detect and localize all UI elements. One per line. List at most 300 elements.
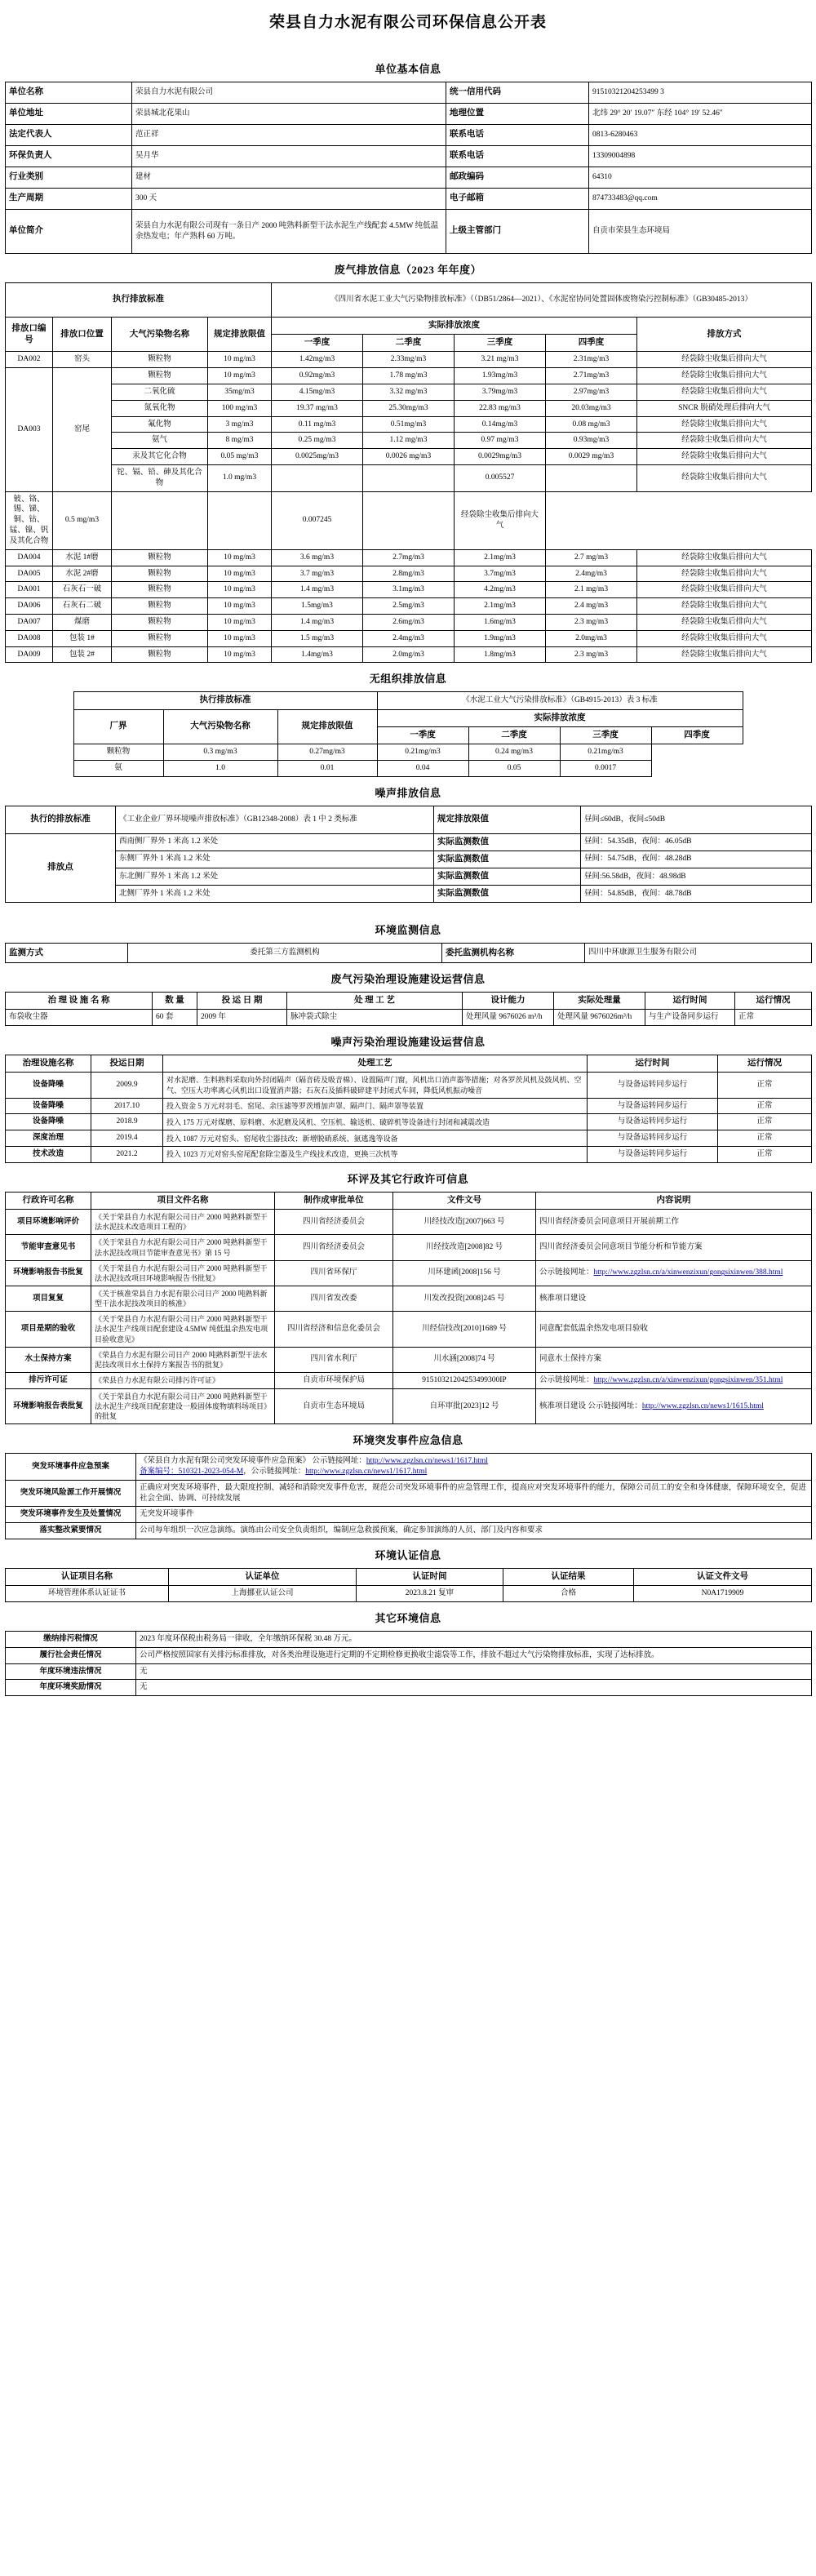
cell-outlet-no: DA008: [6, 630, 53, 646]
cell-q4-value: 2.3 mg/m3: [546, 646, 637, 663]
header-noise-facility-1: 投运日期: [91, 1055, 163, 1073]
cell-emission-limit: 10 mg/m3: [208, 368, 272, 384]
cell-q3-value: 3.79mg/m3: [455, 384, 546, 400]
cell-eia-desc: 四川省经济委员会同意项目开展前期工作: [536, 1210, 812, 1235]
cell-emission-method: 经袋除尘收集后排向大气: [637, 598, 812, 615]
cell-outlet-position: 水泥 1#磨: [53, 549, 112, 566]
header-gas-facility-2: 投 运 日 期: [197, 993, 287, 1010]
table-row: [6, 384, 812, 400]
header-gas-facility-6: 运行时间: [645, 993, 735, 1010]
header-unorg-q3: 三季度: [560, 726, 651, 744]
cell-q2-value: 1.78 mg/m3: [363, 368, 455, 384]
section-title-gas-facility: 废气污染治理设施建设运营信息: [330, 973, 486, 986]
header-actual-concentration: 实际排放浓度: [272, 318, 637, 335]
table-row: [6, 1454, 812, 1481]
cell-q3-value: 2.1mg/m3: [455, 598, 546, 615]
cell-noise-measured: 昼间：54.35dB，夜间：46.05dB: [581, 833, 812, 851]
cell-eia-no: 川经信技改[2010]1689 号: [393, 1312, 536, 1347]
section-title-certification: 环境认证信息: [375, 1549, 441, 1562]
label-other-item: 履行社会责任情况: [6, 1647, 136, 1663]
header-outlet-no: 排放口编号: [6, 318, 53, 352]
table-header-row: [6, 1192, 812, 1209]
label-industry: 行业类别: [6, 167, 132, 189]
cell-eia-name: 节能审查意见书: [6, 1235, 91, 1260]
cell-unorg-q2: 0.21mg/m3: [377, 744, 468, 760]
cell-q3-value: 0.007245: [272, 491, 363, 549]
unorganized-table: [73, 691, 743, 776]
label-parent-dept: 上级主管部门: [446, 210, 589, 254]
table-row: [6, 1235, 812, 1260]
table-row: [6, 868, 812, 885]
cell-nf-date: 2017.10: [91, 1098, 163, 1114]
table-row: [73, 744, 743, 760]
cell-eia-no: 川发改投资[2008]245 号: [393, 1286, 536, 1311]
value-other-item: 无: [136, 1663, 812, 1680]
monitoring-table: [5, 943, 812, 963]
cell-emission-method: 经袋除尘收集后排向大气: [637, 433, 812, 449]
cell-emission-limit: 1.0 mg/m3: [208, 465, 272, 492]
cell-emission-method: 经袋除尘收集后排向大气: [637, 352, 812, 368]
cell-nf-date: 2021.2: [91, 1147, 163, 1163]
cell-facility-design: 处理风量 9676026 m³/h: [463, 1010, 554, 1026]
value-noise-limit: 昼间≤60dB，夜间≤50dB: [581, 806, 812, 833]
header-eia-1: 项目文件名称: [91, 1192, 275, 1209]
cell-emission-method: 经袋除尘收集后排向大气: [637, 646, 812, 663]
cell-eia-file: 《关于荣县自力水泥有限公司日产 2000 吨熟料新型干法水泥生产线项目配套建设 4.5MW 纯低温余热发电项目验收意见》: [91, 1312, 275, 1347]
value-emergency-item: 公司每年组织一次应急演练。演练由公司安全负责组织，编制应急救援预案，确定参加演练的人员、部门及内容和要求: [136, 1523, 812, 1539]
header-eia-0: 行政许可名称: [6, 1192, 91, 1209]
cell-nf-status: 正常: [718, 1114, 812, 1130]
cell-nf-status: 正常: [718, 1147, 812, 1163]
cell-emission-limit: 10 mg/m3: [208, 614, 272, 630]
cell-q4-value: 2.0mg/m3: [546, 630, 637, 646]
table-row: [6, 1680, 812, 1696]
table-row: [6, 433, 812, 449]
value-production-cycle: 300 天: [132, 189, 446, 210]
cell-eia-org: 四川省经济委员会: [275, 1210, 393, 1235]
other-info-table: [5, 1631, 812, 1696]
cell-q4-value: 2.97mg/m3: [546, 384, 637, 400]
cell-eia-file: 《关于荣县自力水泥有限公司日产 2000 吨熟料新型干法水泥技改项目节能审查意见书》第 15 号: [91, 1235, 275, 1260]
external-link[interactable]: http://www.zgzlsn.cn/a/xinwenzixun/gongsixinwen/388.html: [593, 1268, 783, 1277]
value-credit-code: 91510321204253499 3: [589, 82, 812, 104]
label-env-manager: 环保负责人: [6, 146, 132, 167]
eia-table: [5, 1192, 812, 1424]
cell-nf-name: 技术改造: [6, 1147, 91, 1163]
cell-q1-value: 3.7 mg/m3: [272, 566, 363, 582]
cell-eia-file: 《荣县自力水泥有限公司排污许可证》: [91, 1372, 275, 1388]
cell-eia-org: 四川省经济和信息化委员会: [275, 1312, 393, 1347]
cell-eia-org: 四川省水利厅: [275, 1347, 393, 1372]
cell-q1-value: 1.4 mg/m3: [272, 614, 363, 630]
table-row: [6, 566, 812, 582]
cell-outlet-position: 煤磨: [53, 614, 112, 630]
cell-emission-limit: 10 mg/m3: [208, 582, 272, 598]
table-row: [6, 1114, 812, 1130]
value-other-item: 公司严格按照国家有关排污标准排放，对各类治理设施进行定期的不定期检修更换收尘滤袋等工作，排放不超过大气污染物排放标准，实现了达标排放。: [136, 1647, 812, 1663]
cell-q1-value: 3.6 mg/m3: [272, 549, 363, 566]
label-monitoring-org: 委托监测机构名称: [442, 944, 585, 963]
table-row: [6, 283, 812, 318]
header-noise-facility-4: 运行情况: [718, 1055, 812, 1073]
label-noise-measured: 实际监测数值: [434, 868, 581, 885]
cell-noise-point: 西南侧厂界外 1 米高 1.2 米处: [116, 833, 434, 851]
cell-pollutant-name: 汞及其它化合物: [112, 449, 208, 465]
emergency-table: [5, 1453, 812, 1539]
header-unorg-q1: 一季度: [377, 726, 468, 744]
header-q1: 一季度: [272, 335, 363, 352]
header-q3: 三季度: [455, 335, 546, 352]
cell-pollutant-name: 颗粒物: [112, 646, 208, 663]
value-noise-standard: 《工业企业厂界环境噪声排放标准》（GB12348-2008）表 1 中 2 类标准: [116, 806, 434, 833]
cell-q3-value: 4.2mg/m3: [455, 582, 546, 598]
value-phone-1: 0813-6280463: [589, 125, 812, 146]
table-row: [6, 1632, 812, 1648]
cell-nf-process: 投入 1087 万元对窑头、窑尾收尘器技改；新增脱硝系统、氨逃逸等设备: [163, 1130, 588, 1147]
cell-q3-value: 0.0029mg/m3: [455, 449, 546, 465]
section-title-monitoring: 环境监测信息: [375, 924, 441, 937]
value-company-name: 荣县自力水泥有限公司: [132, 82, 446, 104]
cell-q4-value: 2.4mg/m3: [546, 566, 637, 582]
cell-q1-value: 1.5mg/m3: [272, 598, 363, 615]
value-emergency-item: 无突发环境事件: [136, 1507, 812, 1523]
label-monitoring-method: 监测方式: [6, 944, 128, 963]
noise-facility-table: [5, 1055, 812, 1163]
cell-outlet-position: 石灰石一破: [53, 582, 112, 598]
cell-eia-no: 川水涵[2008]74 号: [393, 1347, 536, 1372]
cell-q2-value: [208, 491, 272, 549]
table-row: [6, 82, 812, 104]
cell-emission-method: 经袋除尘收集后排向大气: [455, 491, 546, 549]
value-emission-standard: 《四川省水泥工业大气污染物排放标准》（（DB51/2864—2021）、《水泥窑协同处置固体废物染污控制标准》（GB30485-2013）: [272, 283, 812, 318]
table-row: [6, 1286, 812, 1311]
table-row: [6, 851, 812, 868]
cell-pollutant-name: 氮氧化物: [112, 400, 208, 416]
table-row: [6, 1523, 812, 1539]
cell-pollutant-name: 颗粒物: [112, 598, 208, 615]
header-eia-3: 文件文号: [393, 1192, 536, 1209]
cell-eia-no: 91510321204253499300IP: [393, 1372, 536, 1388]
value-company-intro: 荣县自力水泥有限公司现有一条日产 2000 吨熟料新型干法水泥生产线配套 4.5MW 纯低温余热发电；年产熟料 60 万吨。: [132, 210, 446, 254]
value-env-manager: 吴月华: [132, 146, 446, 167]
value-monitoring-method: 委托第三方监测机构: [128, 944, 442, 963]
cell-nf-name: 设备降噪: [6, 1114, 91, 1130]
cell-q4-value: [363, 491, 455, 549]
cell-facility-name: 布袋收尘器: [6, 1010, 153, 1026]
cell-eia-name: 环境影响报告书批复: [6, 1260, 91, 1286]
cell-q2-value: 2.8mg/m3: [363, 566, 455, 582]
value-other-item: 无: [136, 1680, 812, 1696]
cell-unorg-q4: 0.21mg/m3: [560, 744, 651, 760]
label-other-item: 年度环境违法情况: [6, 1663, 136, 1680]
header-gas-facility-5: 实际处理量: [554, 993, 645, 1010]
cell-unorg-q2: 0.04: [377, 760, 468, 776]
header-gas-facility-1: 数 量: [153, 993, 197, 1010]
table-row: [6, 1073, 812, 1098]
cell-q1-value: 19.37 mg/m3: [272, 400, 363, 416]
cell-q4-value: 2.71mg/m3: [546, 368, 637, 384]
cell-pollutant-name: 颗粒物: [112, 582, 208, 598]
header-unorg-actual: 实际排放浓度: [377, 709, 743, 726]
cell-q4-value: 2.3 mg/m3: [546, 614, 637, 630]
cell-nf-name: 设备降噪: [6, 1073, 91, 1098]
value-other-item: 2023 年度环保税由税务局一律收，全年缴纳环保税 30.48 万元。: [136, 1632, 812, 1648]
cell-emission-method: 经袋除尘收集后排向大气: [637, 614, 812, 630]
label-emergency-item: 突发环境事件应急预案: [6, 1454, 136, 1481]
cell-q3-value: 1.6mg/m3: [455, 614, 546, 630]
cell-q3-value: 1.93mg/m3: [455, 368, 546, 384]
cell-q3-value: 3.21 mg/m3: [455, 352, 546, 368]
section-title-eia: 环评及其它行政许可信息: [347, 1172, 469, 1185]
value-address: 荣县城北花果山: [132, 104, 446, 125]
cell-nf-time: 与设备运转同步运行: [588, 1147, 718, 1163]
cell-q4-value: 2.7 mg/m3: [546, 549, 637, 566]
cell-eia-file: 《关于荣县自力水泥有限公司日产 2000 吨熟料新型干法水泥生产线项目配套建设一般固体废物填料场项目》的批复: [91, 1388, 275, 1423]
table-row: [6, 1147, 812, 1163]
cell-q2-value: 2.6mg/m3: [363, 614, 455, 630]
table-row: [6, 210, 812, 254]
value-monitoring-org: 四川中环康源卫生服务有限公司: [585, 944, 812, 963]
value-postcode: 64310: [589, 167, 812, 189]
cell-emission-method: 经袋除尘收集后排向大气: [637, 582, 812, 598]
cell-q1-value: 0.92mg/m3: [272, 368, 363, 384]
cell-emission-limit: 0.5 mg/m3: [53, 491, 112, 549]
value-email: 874733483@qq.com: [589, 189, 812, 210]
cell-noise-measured: 昼间:56.58dB，夜间：48.98dB: [581, 868, 812, 885]
table-row: [6, 806, 812, 833]
table-header-row: [6, 993, 812, 1010]
cell-eia-org: 四川省经济委员会: [275, 1235, 393, 1260]
table-row: [6, 1372, 812, 1388]
header-q4: 四季度: [546, 335, 637, 352]
cell-nf-name: 深度治理: [6, 1130, 91, 1147]
label-noise-measured: 实际监测数值: [434, 886, 581, 903]
label-other-item: 缴纳排污税情况: [6, 1632, 136, 1648]
value-geo-location: 北纬 29° 20′ 19.07″ 东经 104° 19′ 52.46″: [589, 104, 812, 125]
table-row: [6, 318, 812, 335]
table-row: [6, 416, 812, 433]
cell-emission-method: 经袋除尘收集后排向大气: [637, 465, 812, 492]
header-q2: 二季度: [363, 335, 455, 352]
page-title: 荣县自力水泥有限公司环保信息公开表: [268, 14, 547, 31]
table-header-row: [6, 1055, 812, 1073]
header-cert-4: 认证文件文号: [634, 1569, 812, 1586]
external-link[interactable]: http://www.zgzlsn.cn/news1/1617.html: [305, 1467, 428, 1476]
cell-nf-date: 2018.9: [91, 1114, 163, 1130]
cell-cert-result: 合格: [503, 1586, 634, 1602]
cell-emission-limit: 100 mg/m3: [208, 400, 272, 416]
cell-q1-value: 4.15mg/m3: [272, 384, 363, 400]
table-row: [6, 1647, 812, 1663]
cell-pollutant-name: 氟化物: [112, 416, 208, 433]
cell-cert-org: 上海挪亚认证公司: [169, 1586, 357, 1602]
cell-q2-value: 2.5mg/m3: [363, 598, 455, 615]
header-gas-facility-7: 运行情况: [735, 993, 812, 1010]
header-gas-facility-3: 处 理 工 艺: [287, 993, 463, 1010]
header-cert-1: 认证单位: [169, 1569, 357, 1586]
cell-cert-no: N0A1719909: [634, 1586, 812, 1602]
cell-facility-status: 正常: [735, 1010, 812, 1026]
header-emission-limit: 规定排放限值: [208, 318, 272, 352]
cell-eia-file: 《关于荣县自力水泥有限公司日产 2000 吨熟料新型干法水泥技改项目环境影响报告书批复》: [91, 1260, 275, 1286]
header-noise-facility-2: 处理工艺: [163, 1055, 588, 1073]
table-header-row: [6, 1569, 812, 1586]
cell-emission-limit: 0.05 mg/m3: [208, 449, 272, 465]
table-row: [73, 709, 743, 726]
cell-outlet-no: DA003: [6, 368, 53, 492]
label-emergency-item: 突发环境风险源工作开展情况: [6, 1480, 136, 1507]
header-noise-facility-3: 运行时间: [588, 1055, 718, 1073]
table-row: [6, 125, 812, 146]
label-company-name: 单位名称: [6, 82, 132, 104]
cell-emission-limit: 8 mg/m3: [208, 433, 272, 449]
header-pollutant-name: 大气污染物名称: [112, 318, 208, 352]
label-emergency-item: 落实整改紧要情况: [6, 1523, 136, 1539]
cell-eia-no: 川环建函[2008]156 号: [393, 1260, 536, 1286]
external-link[interactable]: http://www.zgzlsn.cn/a/xinwenzixun/gongsixinwen/351.html: [593, 1375, 783, 1384]
header-gas-facility-4: 设计能力: [463, 993, 554, 1010]
table-row: [6, 1260, 812, 1286]
table-row: [6, 833, 812, 851]
cell-emission-method: 经袋除尘收集后排向大气: [637, 566, 812, 582]
cell-emission-method: 经袋除尘收集后排向大气: [637, 449, 812, 465]
cell-eia-name: 环境影响报告表批复: [6, 1388, 91, 1423]
cell-q4-value: 0.08 mg/m3: [546, 416, 637, 433]
value-phone-2: 13309004898: [589, 146, 812, 167]
header-unorg-q4: 四季度: [651, 726, 743, 744]
cell-unorg-q1: 0.27mg/m3: [277, 744, 377, 760]
header-cert-3: 认证结果: [503, 1569, 634, 1586]
cell-outlet-position: 包装 2#: [53, 646, 112, 663]
cell-nf-time: 与设备运转同步运行: [588, 1073, 718, 1098]
cell-nf-time: 与设备运转同步运行: [588, 1130, 718, 1147]
external-link[interactable]: http://www.zgzlsn.cn/news1/1617.html 备案编号：510321-2023-054-M: [140, 1457, 488, 1476]
cell-unorg-pollutant: 氨: [73, 760, 163, 776]
cell-outlet-position: 石灰石二破: [53, 598, 112, 615]
cell-outlet-no: DA009: [6, 646, 53, 663]
cell-nf-status: 正常: [718, 1130, 812, 1147]
header-unorg-q2: 二季度: [468, 726, 560, 744]
cell-eia-org: 自贡市生态环境局: [275, 1388, 393, 1423]
cell-noise-point: 北侧厂界外 1 米高 1.2 米处: [116, 886, 434, 903]
certification-table: [5, 1568, 812, 1602]
cell-outlet-no: DA007: [6, 614, 53, 630]
table-row: [6, 1480, 812, 1507]
cell-q1-value: 0.0025mg/m3: [272, 449, 363, 465]
cell-eia-name: 排污许可证: [6, 1372, 91, 1388]
cell-nf-date: 2009.9: [91, 1073, 163, 1098]
cell-eia-desc: 公示链接网址：http://www.zgzlsn.cn/a/xinwenzixun/gongsixinwen/388.html: [536, 1260, 812, 1286]
cell-emission-limit: 10 mg/m3: [208, 566, 272, 582]
table-row: [6, 1312, 812, 1347]
label-legal-rep: 法定代表人: [6, 125, 132, 146]
cell-q2-value: 2.7mg/m3: [363, 549, 455, 566]
cell-emission-limit: 35mg/m3: [208, 384, 272, 400]
cell-facility-date: 2009 年: [197, 1010, 287, 1026]
cell-q3-value: 22.83 mg/m3: [455, 400, 546, 416]
section-title-waste-gas: 废气排放信息（2023 年年度）: [334, 264, 482, 276]
cell-q2-value: 1.12 mg/m3: [363, 433, 455, 449]
cell-nf-time: 与设备运转同步运行: [588, 1114, 718, 1130]
cell-outlet-position: 窑尾: [53, 368, 112, 492]
table-row: [6, 104, 812, 125]
header-gas-facility-0: 治 理 设 施 名 称: [6, 993, 153, 1010]
table-row: [6, 1098, 812, 1114]
cell-pollutant-name: 二氧化硫: [112, 384, 208, 400]
table-row: [6, 630, 812, 646]
table-row: [6, 1010, 812, 1026]
cell-q1-value: [112, 491, 208, 549]
cell-q1-value: 1.4 mg/m3: [272, 582, 363, 598]
cell-unorg-pollutant: 颗粒物: [73, 744, 163, 760]
cell-noise-point: 东北侧厂界外 1 米高 1.2 米处: [116, 868, 434, 885]
cell-q4-value: 0.0029 mg/m3: [546, 449, 637, 465]
table-row: [6, 449, 812, 465]
label-address: 单位地址: [6, 104, 132, 125]
label-emergency-item: 突发环境事件发生及处置情况: [6, 1507, 136, 1523]
label-plant-boundary: 厂界: [73, 709, 163, 744]
table-row: [6, 1130, 812, 1147]
cell-nf-time: 与设备运转同步运行: [588, 1098, 718, 1114]
section-title-basic: 单位基本信息: [375, 63, 441, 75]
cell-outlet-position: 窑头: [53, 352, 112, 368]
cell-eia-name: 水土保持方案: [6, 1347, 91, 1372]
cell-q3-value: 0.97 mg/m3: [455, 433, 546, 449]
cell-q2-value: 0.51mg/m3: [363, 416, 455, 433]
cell-eia-org: 四川省环保厅: [275, 1260, 393, 1286]
label-phone-2: 联系电话: [446, 146, 589, 167]
cell-eia-file: 《关于荣县自力水泥有限公司日产 2000 吨熟料新型干法水泥技术改造项目工程的》: [91, 1210, 275, 1235]
cell-facility-time: 与生产设备同步运行: [645, 1010, 735, 1026]
cell-q3-value: 2.1mg/m3: [455, 549, 546, 566]
cell-eia-name: 项目环境影响评价: [6, 1210, 91, 1235]
section-title-unorganized: 无组织排放信息: [369, 673, 447, 686]
cell-q1-value: 1.5 mg/m3: [272, 630, 363, 646]
table-row: [73, 760, 743, 776]
cell-q4-value: [546, 465, 637, 492]
section-title-noise-facility: 噪声污染治理设施建设运营信息: [330, 1036, 486, 1049]
cell-outlet-no: DA006: [6, 598, 53, 615]
external-link[interactable]: http://www.zgzlsn.cn/news1/1615.html: [641, 1401, 764, 1410]
cell-eia-org: 四川省发改委: [275, 1286, 393, 1311]
cell-nf-date: 2019.4: [91, 1130, 163, 1147]
label-other-item: 年度环境奖励情况: [6, 1680, 136, 1696]
table-row: [6, 465, 812, 492]
table-row: [6, 549, 812, 566]
cell-emission-limit: 10 mg/m3: [208, 630, 272, 646]
label-credit-code: 统一信用代码: [446, 82, 589, 104]
table-row: [6, 944, 812, 963]
section-title-emergency: 环境突发事件应急信息: [353, 1434, 463, 1447]
cell-q2-value: 2.4mg/m3: [363, 630, 455, 646]
cell-eia-desc: 核准项目建设: [536, 1286, 812, 1311]
cell-eia-no: 自环审批[2023]12 号: [393, 1388, 536, 1423]
cell-unorg-q1: 0.01: [277, 760, 377, 776]
value-emergency-item: 《荣县自力水泥有限公司突发环境事件应急预案》 公示链接网址：http://www.zgzlsn.cn/news1/1617.html 备案编号：510321-2023-054-M，公示链接网址：http://www.zgzlsn.cn/news1/1617.html: [136, 1454, 812, 1481]
cell-eia-file: 《荣县自力水泥有限公司日产 2000 吨熟料新型干法水泥技改项目水土保持方案报告书的批复》: [91, 1347, 275, 1372]
header-cert-2: 认证时间: [357, 1569, 503, 1586]
cell-outlet-position: 包装 1#: [53, 630, 112, 646]
cell-q4-value: 2.4 mg/m3: [546, 598, 637, 615]
cell-q1-value: 0.11 mg/m3: [272, 416, 363, 433]
cell-nf-status: 正常: [718, 1098, 812, 1114]
cell-nf-name: 设备降噪: [6, 1098, 91, 1114]
cell-emission-limit: 3 mg/m3: [208, 416, 272, 433]
value-industry: 建材: [132, 167, 446, 189]
table-row: [6, 1586, 812, 1602]
cell-unorg-q3: 0.24 mg/m3: [468, 744, 560, 760]
label-geo-location: 地理位置: [446, 104, 589, 125]
